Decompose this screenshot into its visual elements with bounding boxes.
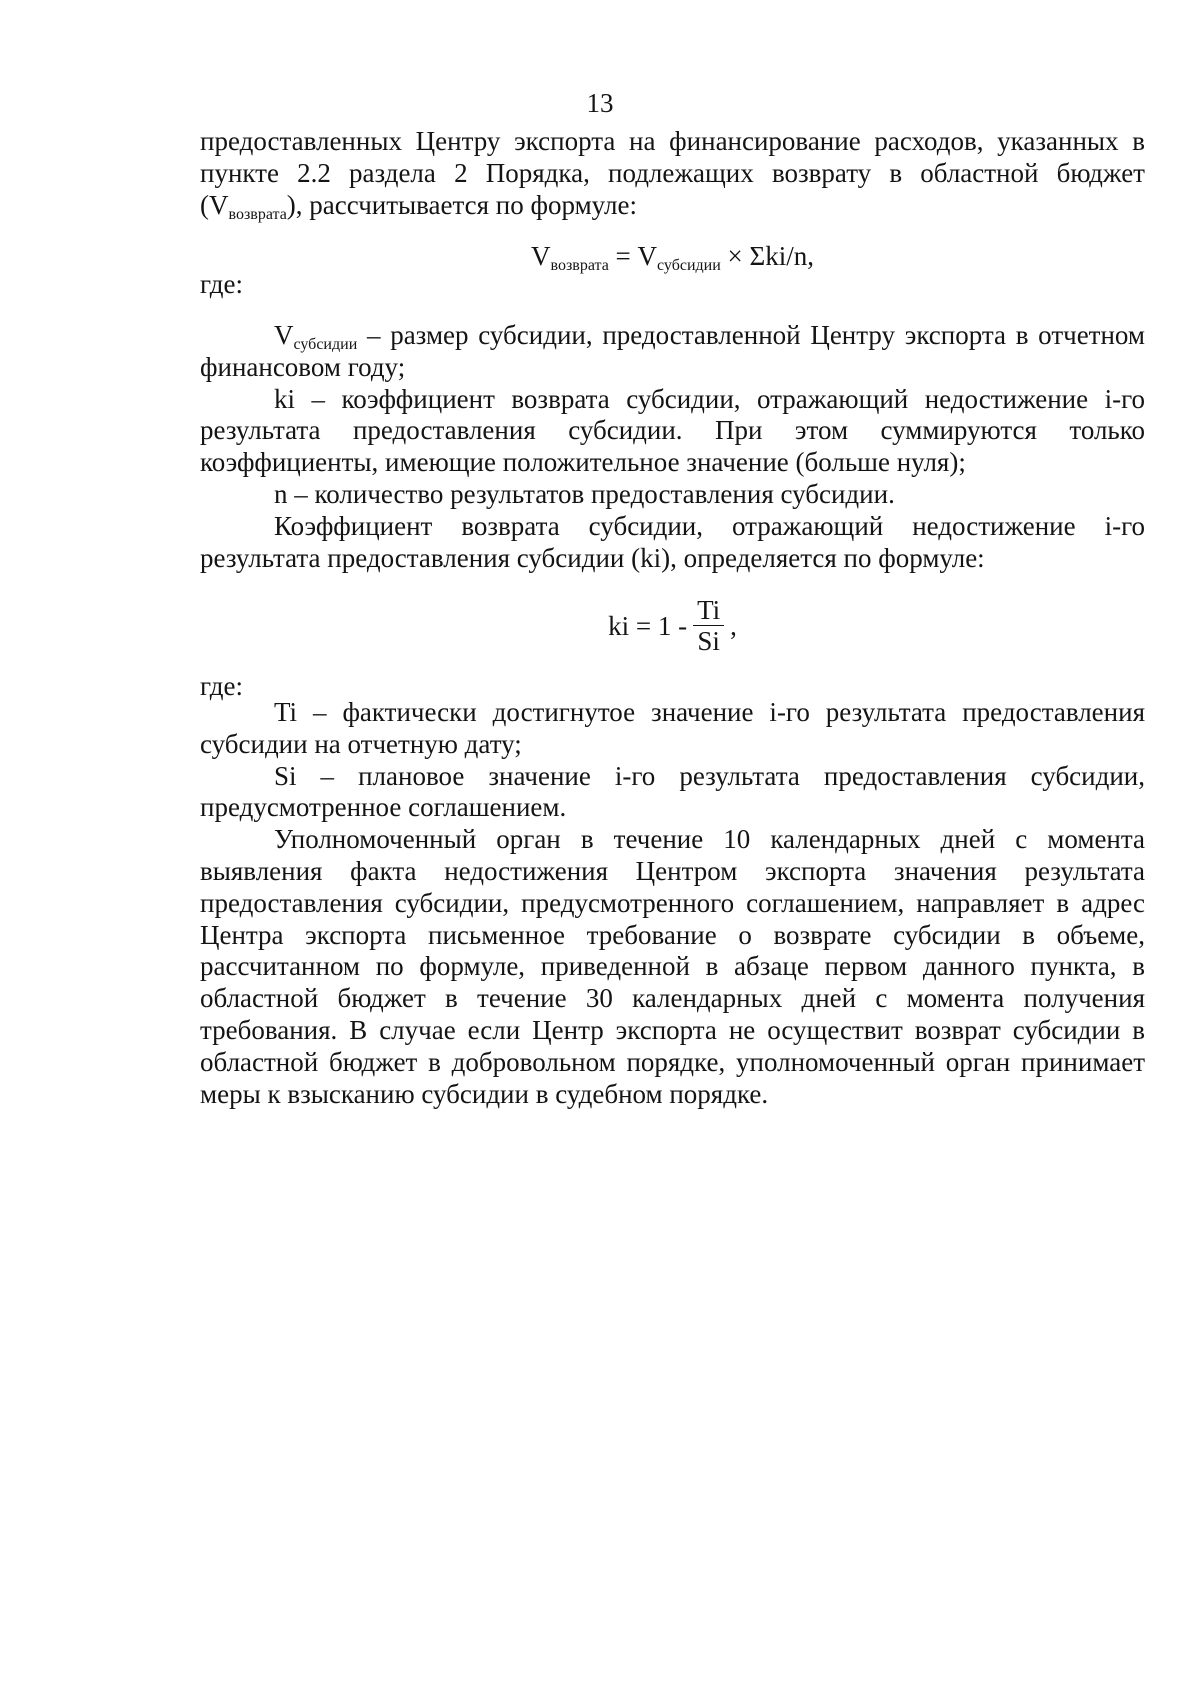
where-label-2: где: xyxy=(200,671,243,701)
final-paragraph: Уполномоченный орган в течение 10 календарных дней с момента выявления факта недостижения Центром экспорта значения результата предоставления субсидии, предусмотренного соглашением, направляет в адрес Центра экспорта письменное требование о возврате субсидии в объеме, рассчитанном по формуле, приведенной в абзаце первом данного пункта, в областной бюджет в течение 30 календарных дней с момента получения требования. В случае если Центр экспорта не осуществит возврат субсидии в областной бюджет в добровольном порядке, уполномоченный орган принимает меры к взысканию субсидии в судебном порядке. xyxy=(200,824,1145,1109)
ki-intro-paragraph: Коэффициент возврата субсидии, отражающий недостижение i-го результата предоставления субсидии (ki), определяется по формуле: xyxy=(200,510,1145,573)
fraction-denominator: Si xyxy=(697,626,720,656)
ki-formula-lhs: ki = 1 - xyxy=(608,610,688,641)
fraction-numerator: Ti xyxy=(693,595,724,626)
refund-formula xyxy=(200,238,1145,274)
definition-si: Si – плановое значение i-го результата предоставления субсидии, предусмотренное соглашением. xyxy=(200,760,1145,823)
where-label-1: где: xyxy=(200,269,243,299)
definition-v-subsidy xyxy=(200,320,1145,384)
page-number: 13 xyxy=(586,88,614,118)
definitions-2 xyxy=(200,697,1145,1110)
formula-eq: = V xyxy=(608,241,658,271)
definitions-1 xyxy=(200,320,1145,574)
intro-paragraph xyxy=(200,126,1145,221)
formula-v: V xyxy=(531,241,551,271)
def-v-sub: субсидии xyxy=(293,336,358,353)
def-v-letter: V xyxy=(274,320,294,350)
definition-n: n – количество результатов предоставления субсидии. xyxy=(274,478,895,509)
definition-ti: Ti – фактически достигнутое значение i-го результата предоставления субсидии на отчетную дату; xyxy=(200,697,1145,759)
intro-subscript: возврата xyxy=(228,205,287,223)
intro-text-end: ), рассчитывается по формуле: xyxy=(286,189,637,220)
intro-text: предоставленных Центру экспорта на финансирование расходов, указанных в пункте 2.2 раздела 2 Порядка, подлежащих возврату в областной бюджет (V xyxy=(200,126,1145,220)
ki-formula xyxy=(200,595,1145,656)
ki-fraction xyxy=(693,595,724,656)
definition-ki: ki – коэффициент возврата субсидии, отражающий недостижение i-го результата предоставления субсидии. При этом суммируются только коэффициенты, имеющие положительное значение (больше нуля); xyxy=(200,383,1145,478)
formula-rest: × Σki/n, xyxy=(720,241,814,271)
ki-formula-tail: , xyxy=(730,610,737,641)
formula-sub-refund: возврата xyxy=(550,257,609,274)
formula-sub-subsidy: субсидии xyxy=(657,257,721,274)
def-v-text: – размер субсидии, предоставленной Центру экспорта в отчетном финансовом году; xyxy=(200,320,1145,382)
